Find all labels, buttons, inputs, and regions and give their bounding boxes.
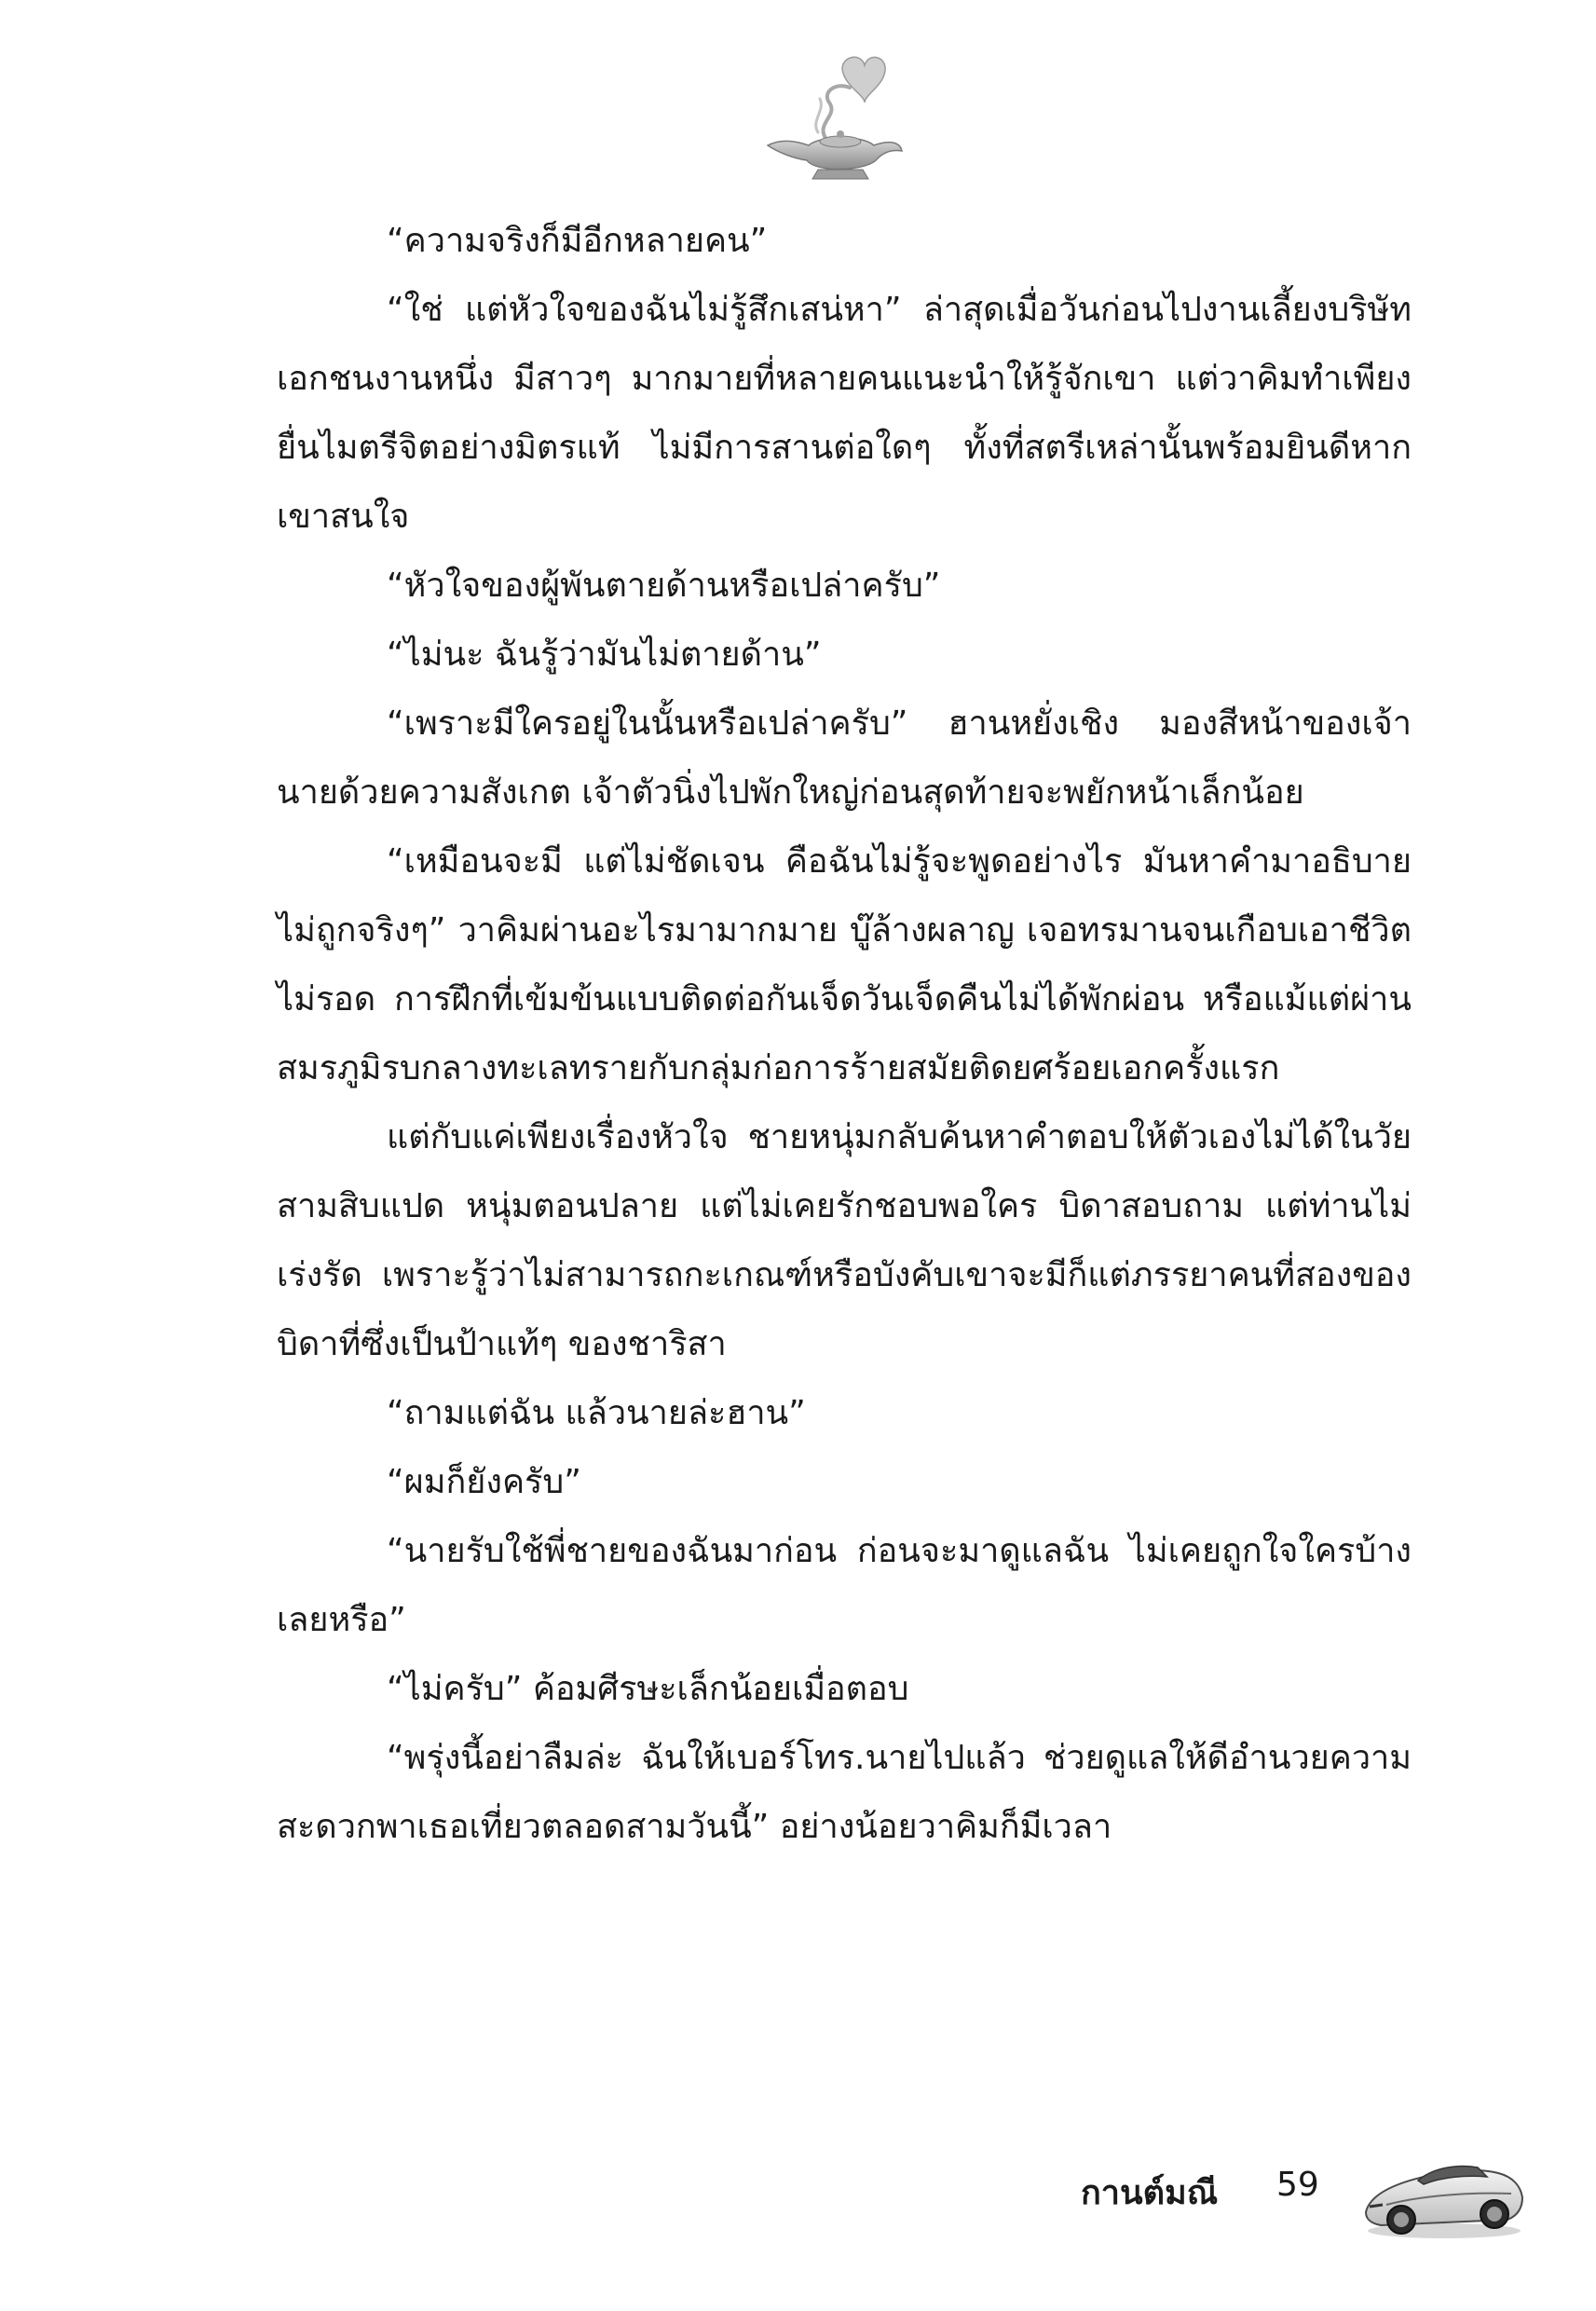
paragraph: “เพราะมีใครอยู่ในนั้นหรือเปล่าครับ” ฮานหยั่งเชิง มองสีหน้าของเจ้านายด้วยความสังเกต เจ้าตัวนิ่งไปพักใหญ่ก่อนสุดท้ายจะพยักหน้าเล็กน้อย	[277, 704, 1412, 812]
paragraph: “เหมือนจะมี แต่ไม่ชัดเจน คือฉันไม่รู้จะพูดอย่างไร มันหาคำมาอธิบายไม่ถูกจริงๆ” วาคิมผ่านอะไรมามากมาย บู๊ล้างผลาญ เจอทรมานจนเกือบเอาชีวิตไม่รอด การฝึกที่เข้มข้นแบบติดต่อกันเจ็ดวันเจ็ดคืนไม่ได้พักผ่อน หรือแม้แต่ผ่านสมรภูมิรบกลางทะเลทรายกับกลุ่มก่อการร้ายสมัยติดยศร้อยเอกครั้งแรก	[277, 842, 1412, 1087]
sports-car-icon	[1358, 2140, 1526, 2244]
genie-lamp-with-heart-icon	[760, 48, 909, 184]
page-footer	[1081, 2140, 1547, 2251]
paragraph: “นายรับใช้พี่ชายของฉันมาก่อน ก่อนจะมาดูแลฉัน ไม่เคยถูกใจใครบ้างเลยหรือ”	[277, 1532, 1412, 1639]
story-text	[277, 207, 1412, 1862]
paragraph: “ถามแต่ฉัน แล้วนายล่ะฮาน”	[387, 1394, 806, 1432]
paragraph: “ไม่นะ ฉันรู้ว่ามันไม่ตายด้าน”	[387, 636, 822, 674]
page-number: 59	[1276, 2166, 1319, 2204]
paragraph: “ผมก็ยังครับ”	[387, 1463, 581, 1501]
paragraph: “ไม่ครับ” ค้อมศีรษะเล็กน้อยเมื่อตอบ	[387, 1670, 909, 1708]
paragraph: “ความจริงก็มีอีกหลายคน”	[387, 222, 768, 260]
paragraph: “หัวใจของผู้พันตายด้านหรือเปล่าครับ”	[387, 567, 941, 605]
paragraph: “ใช่ แต่หัวใจของฉันไม่รู้สึกเสน่หา” ล่าสุดเมื่อวันก่อนไปงานเลี้ยงบริษัทเอกชนงานหนึ่ง มีสาวๆ มากมายที่หลายคนแนะนำให้รู้จักเขา แต่วาคิมทำเพียงยื่นไมตรีจิตอย่างมิตรแท้ ไม่มีการสานต่อใดๆ ทั้งที่สตรีเหล่านั้นพร้อมยินดีหากเขาสนใจ	[277, 291, 1412, 536]
book-title: กานต์มณี	[1081, 2174, 1219, 2212]
paragraph: แต่กับแค่เพียงเรื่องหัวใจ ชายหนุ่มกลับค้นหาคำตอบให้ตัวเองไม่ได้ในวัยสามสิบแปด หนุ่มตอนปลาย แต่ไม่เคยรักชอบพอใคร บิดาสอบถาม แต่ท่านไม่เร่งรัด เพราะรู้ว่าไม่สามารถกะเกณฑ์หรือบังคับเขาจะมีก็แต่ภรรยาคนที่สองของบิดาที่ซึ่งเป็นป้าแท้ๆ ของชาริสา	[277, 1118, 1412, 1363]
paragraph: “พรุ่งนี้อย่าลืมล่ะ ฉันให้เบอร์โทร.นายไปแล้ว ช่วยดูแลให้ดีอำนวยความสะดวกพาเธอเที่ยวตลอดสามวันนี้” อย่างน้อยวาคิมก็มีเวลา	[277, 1739, 1412, 1846]
